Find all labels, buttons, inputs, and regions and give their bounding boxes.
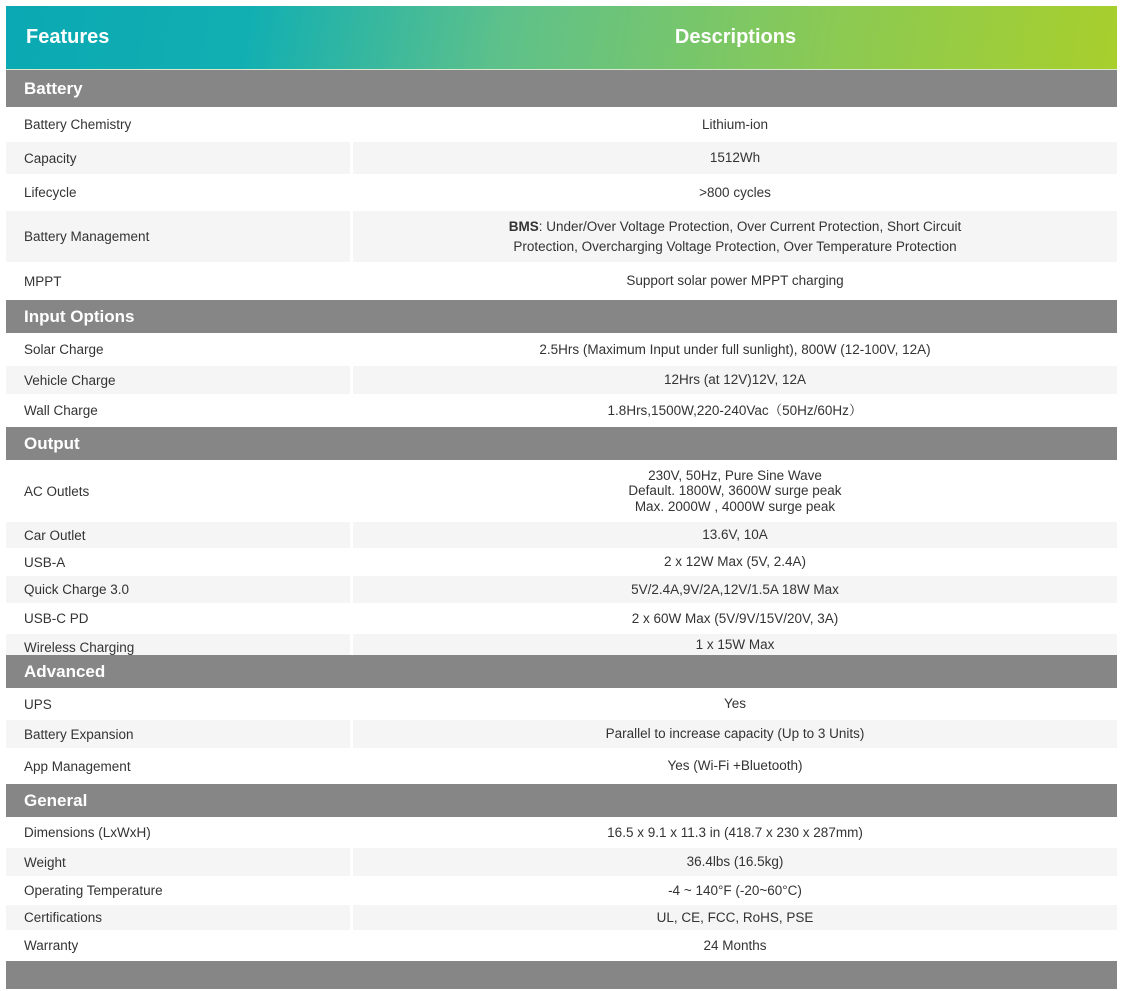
feature-value: 36.4lbs (16.5kg) bbox=[686, 854, 784, 869]
feature-label: Quick Charge 3.0 bbox=[24, 582, 130, 597]
feature-value: Parallel to increase capacity (Up to 3 Units) bbox=[605, 726, 865, 741]
feature-value: 5V/2.4A,9V/2A,12V/1.5A 18W Max bbox=[631, 581, 839, 597]
feature-value: >800 cycles bbox=[699, 184, 771, 200]
feature-value: 2.5Hrs (Maximum Input under full sunlight), 800W (12-100V, 12A) bbox=[539, 341, 931, 357]
features-column-header: Features bbox=[26, 26, 110, 48]
feature-value: 230V, 50Hz, Pure Sine Wave Default. 1800W, 3600W surge peak Max. 2000W , 4000W surge peak bbox=[628, 467, 842, 514]
table-row bbox=[6, 394, 1117, 427]
feature-value: Yes bbox=[723, 696, 747, 711]
feature-value: 24 Months bbox=[703, 937, 767, 953]
table-row bbox=[6, 817, 1117, 848]
section-header-battery bbox=[6, 70, 1117, 107]
feature-value: 16.5 x 9.1 x 11.3 in (418.7 x 230 x 287mm) bbox=[607, 824, 863, 840]
section-title: Advanced bbox=[24, 662, 106, 681]
feature-label: Warranty bbox=[24, 938, 79, 953]
feature-label: UPS bbox=[24, 696, 52, 712]
table-row bbox=[6, 748, 1117, 784]
table-row bbox=[6, 548, 1117, 576]
feature-label: Operating Temperature bbox=[24, 883, 163, 898]
table-footer-bar bbox=[6, 961, 1117, 989]
section-title: Output bbox=[24, 434, 80, 453]
feature-label: Wireless Charging bbox=[24, 640, 135, 655]
table-row bbox=[6, 876, 1117, 905]
feature-label: Battery Chemistry bbox=[24, 117, 132, 132]
section-header-general bbox=[6, 784, 1117, 817]
bms-prefix: BMS bbox=[508, 218, 539, 234]
bms-description: : Under/Over Voltage Protection, Over Current Protection, Short Circuit Protection, Overcharging Voltage Protection, Over Temperature Protection bbox=[513, 218, 962, 254]
section-header-advanced bbox=[6, 655, 1117, 688]
feature-label: USB-C PD bbox=[24, 611, 89, 626]
table-row bbox=[6, 107, 1117, 142]
feature-value bbox=[509, 217, 961, 257]
feature-label: App Management bbox=[24, 758, 131, 774]
feature-label: Car Outlet bbox=[24, 527, 86, 543]
feature-label: Capacity bbox=[24, 150, 77, 166]
table-header bbox=[6, 6, 1117, 70]
feature-label: Solar Charge bbox=[24, 342, 104, 357]
table-row bbox=[6, 688, 1117, 720]
table-row bbox=[6, 174, 1117, 211]
feature-label: Dimensions (LxWxH) bbox=[24, 825, 151, 840]
feature-label: Battery Management bbox=[24, 229, 150, 244]
spec-table bbox=[6, 6, 1117, 989]
table-row bbox=[6, 576, 1117, 603]
feature-value: 2 x 12W Max (5V, 2.4A) bbox=[663, 554, 807, 569]
table-row bbox=[6, 262, 1117, 300]
feature-label: Weight bbox=[24, 854, 66, 870]
table-row bbox=[6, 848, 1117, 876]
feature-value: 1 x 15W Max bbox=[695, 636, 775, 652]
feature-label: Battery Expansion bbox=[24, 726, 134, 742]
section-header-output bbox=[6, 427, 1117, 460]
table-row bbox=[6, 522, 1117, 548]
feature-value: -4 ~ 140°F (-20~60°C) bbox=[668, 882, 802, 898]
feature-label: MPPT bbox=[24, 273, 62, 289]
feature-label: Wall Charge bbox=[24, 403, 98, 418]
table-row bbox=[6, 142, 1117, 174]
feature-value: 1.8Hrs,1500W,220-240Vac（50Hz/60Hz） bbox=[607, 402, 863, 418]
table-row bbox=[6, 333, 1117, 366]
feature-label: Certifications bbox=[24, 910, 103, 925]
table-row bbox=[6, 634, 1117, 655]
feature-value: 2 x 60W Max (5V/9V/15V/20V, 3A) bbox=[631, 610, 839, 626]
table-row bbox=[6, 603, 1117, 634]
feature-label: USB-A bbox=[24, 554, 66, 570]
section-title: General bbox=[24, 791, 88, 810]
table-row bbox=[6, 930, 1117, 961]
feature-value: 13.6V, 10A bbox=[702, 527, 768, 542]
feature-value: Yes (Wi-Fi +Bluetooth) bbox=[667, 758, 803, 773]
feature-value: 1512Wh bbox=[709, 150, 761, 165]
feature-value: Lithium-ion bbox=[701, 116, 769, 132]
feature-label: Lifecycle bbox=[24, 185, 77, 200]
section-header-input-options bbox=[6, 300, 1117, 333]
table-row bbox=[6, 366, 1117, 394]
table-row bbox=[6, 720, 1117, 748]
feature-value: Support solar power MPPT charging bbox=[626, 273, 844, 288]
descriptions-column-header: Descriptions bbox=[674, 26, 797, 48]
table-row bbox=[6, 905, 1117, 930]
feature-value: 12Hrs (at 12V)12V, 12A bbox=[663, 372, 807, 387]
section-title: Battery bbox=[24, 79, 83, 98]
feature-label: Vehicle Charge bbox=[24, 372, 116, 388]
table-row bbox=[6, 211, 1117, 262]
section-title: Input Options bbox=[24, 307, 135, 326]
feature-value: UL, CE, FCC, RoHS, PSE bbox=[656, 909, 814, 925]
table-row bbox=[6, 460, 1117, 522]
feature-label: AC Outlets bbox=[24, 483, 90, 499]
